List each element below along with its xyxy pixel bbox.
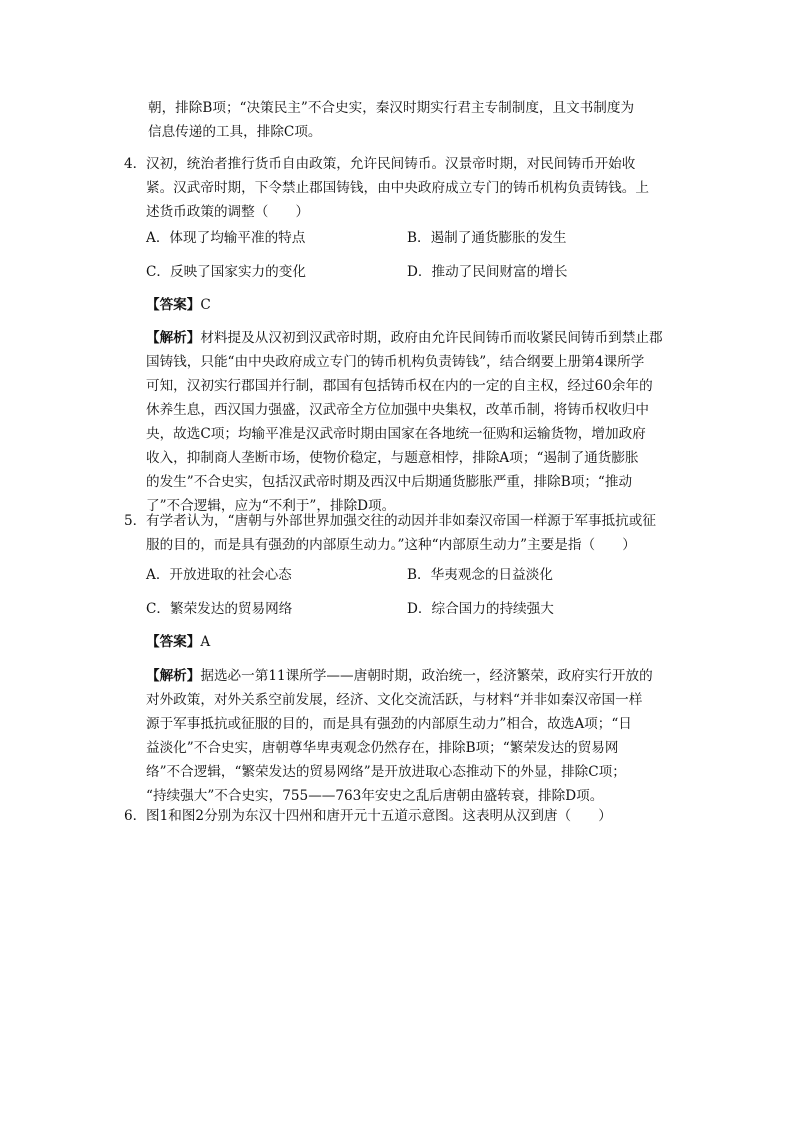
question-5-answer <box>146 630 210 654</box>
question-6-number: 6． <box>124 808 147 824</box>
question-4-option-c: C．反映了国家实力的变化 <box>146 264 306 280</box>
text-line: 信息传递的工具，排除C项。 <box>148 124 322 140</box>
question-5-analysis <box>146 664 672 808</box>
question-4-option-d: D．推动了民间财富的增长 <box>407 264 568 280</box>
text-line: 可知，汉初实行郡国并行制，郡国有包括铸币权在内的一定的自主权，经过60余年的 <box>146 378 653 394</box>
question-4-option-b: B．遏制了通货膨胀的发生 <box>407 230 567 246</box>
question-5-option-c: C．繁荣发达的贸易网络 <box>146 601 293 617</box>
text-line: 收入，抑制商人垄断市场，使物价稳定，与题意相悖，排除A项；“遏制了通货膨胀 <box>146 450 639 466</box>
text-line: 图1和图2分别为东汉十四州和唐开元十五道示意图。这表明从汉到唐（ ） <box>146 808 612 824</box>
analysis-text: 据选必一第11课所学——唐朝时期，政治统一，经济繁荣，政府实行开放的 <box>200 668 653 684</box>
text-line: 央，故选C项；均输平准是汉武帝时期由国家在各地统一征购和运输货物，增加政府 <box>146 426 646 442</box>
text-line: 对外政策，对外关系空前发展，经济、文化交流活跃，与材料“并非如秦汉帝国一样 <box>146 692 643 708</box>
text-line: 了”不合逻辑，应为“不利于”，排除D项。 <box>146 498 396 514</box>
text-line: 述货币政策的调整（ ） <box>146 204 310 220</box>
question-5-number: 5． <box>124 513 147 529</box>
question-4-answer <box>146 293 211 317</box>
question-5-option-b: B．华夷观念的日益淡化 <box>407 567 553 583</box>
text-line: “持续强大”不合史实，755——763年安史之乱后唐朝由盛转衰，排除D项。 <box>146 788 604 804</box>
text-line: 源于军事抵抗或征服的目的，而是具有强劲的内部原生动力”相合，故选A项；“日 <box>146 716 632 732</box>
text-line: 益淡化”不合史实，唐朝尊华卑夷观念仍然存在，排除B项；“繁荣发达的贸易网 <box>146 740 619 756</box>
analysis-tag: 【解析】 <box>146 330 201 346</box>
analysis-text: 材料提及从汉初到汉武帝时期，政府由允许民间铸币而收紧民间铸币到禁止郡 <box>200 330 663 346</box>
text-line: 国铸钱，只能“由中央政府成立专门的铸币机构负责铸钱”，结合纲要上册第4课所学 <box>146 354 645 370</box>
text-line: 络”不合逻辑，“繁荣发达的贸易网络”是开放进取心态推动下的外显，排除C项； <box>146 764 626 780</box>
question-5-option-a: A．开放进取的社会心态 <box>146 567 292 583</box>
question-5-stem <box>146 509 672 557</box>
text-line: 服的目的，而是具有强劲的内部原生动力。”这种“内部原生动力”主要是指（ ） <box>146 537 636 553</box>
answer-value: A <box>200 634 211 650</box>
text-line: 朝，排除B项；“决策民主”不合史实，秦汉时期实行君主专制制度，且文书制度为 <box>148 100 635 116</box>
text-line: 休养生息，西汉国力强盛，汉武帝全方位加强中央集权，改革币制，将铸币权收归中 <box>146 402 649 418</box>
text-line <box>146 664 672 688</box>
previous-analysis-continuation <box>148 96 674 144</box>
question-4-stem <box>146 152 672 224</box>
question-6-stem <box>146 804 672 828</box>
text-line <box>146 326 672 350</box>
analysis-tag: 【解析】 <box>146 668 201 684</box>
question-5-option-d: D．综合国力的持续强大 <box>407 601 554 617</box>
answer-value: C <box>200 297 211 313</box>
question-4-option-a: A．体现了均输平准的特点 <box>146 230 306 246</box>
answer-tag: 【答案】 <box>146 634 201 650</box>
text-line: 有学者认为，“唐朝与外部世界加强交往的动因并非如秦汉帝国一样源于军事抵抗或征 <box>146 513 656 529</box>
text-line: 汉初，统治者推行货币自由政策，允许民间铸币。汉景帝时期，对民间铸币开始收 <box>146 156 636 172</box>
text-line: 的发生”不合史实，包括汉武帝时期及西汉中后期通货膨胀严重，排除B项；“推动 <box>146 474 633 490</box>
answer-tag: 【答案】 <box>146 297 201 313</box>
question-4-analysis <box>146 326 672 518</box>
text-line: 紧。汉武帝时期，下令禁止郡国铸钱，由中央政府成立专门的铸币机构负责铸钱。上 <box>146 180 649 196</box>
question-4-number: 4． <box>124 156 147 172</box>
